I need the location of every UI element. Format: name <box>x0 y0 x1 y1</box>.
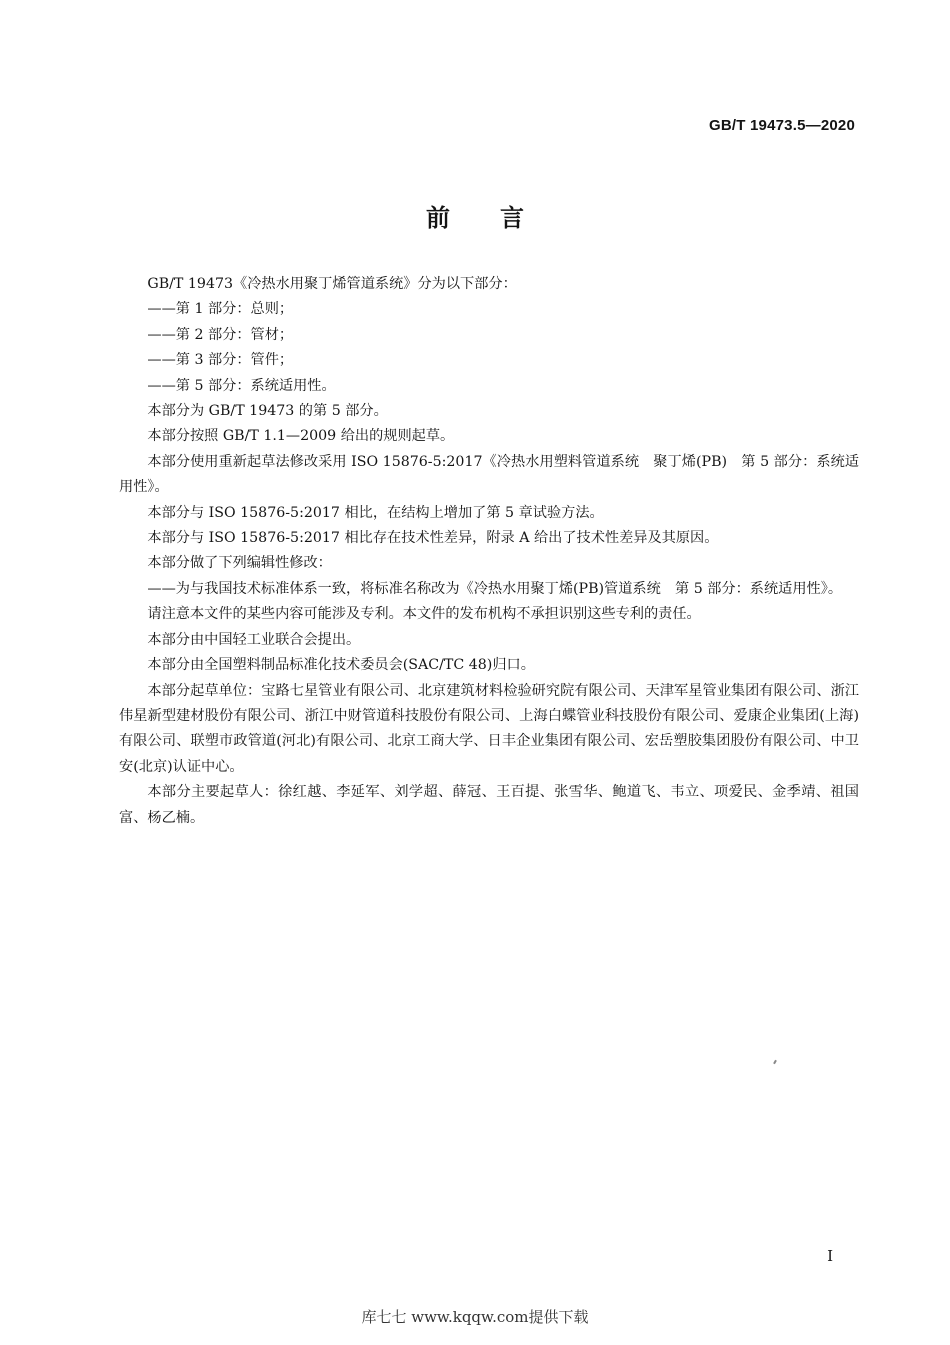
foreword-body <box>119 272 859 831</box>
paragraph-part-scope: 本部分为 GB/T 19473 的第 5 部分。 <box>147 403 388 420</box>
list-item-part-2: ——第 2 部分：管材； <box>147 326 294 343</box>
paragraph-series-intro: GB/T 19473《冷热水用聚丁烯管道系统》分为以下部分： <box>147 276 517 292</box>
paragraph-managed-by: 本部分由全国塑料制品标准化技术委员会(SAC/TC 48)归口。 <box>147 657 535 674</box>
paragraph-technical-difference: 本部分与 ISO 15876-5:2017 相比存在技术性差异，附录 A 给出了技术性差异及其原因。 <box>147 530 719 547</box>
paragraph-drafting-rules: 本部分按照 GB/T 1.1—2009 给出的规则起草。 <box>147 428 455 445</box>
paragraph-structure-difference: 本部分与 ISO 15876-5:2017 相比，在结构上增加了第 5 章试验方法。 <box>147 504 604 521</box>
list-item-part-1: ——第 1 部分：总则； <box>147 301 294 318</box>
paragraph-editorial-changes: 本部分做了下列编辑性修改： <box>147 555 332 572</box>
scan-speck <box>773 1060 777 1064</box>
paragraph-proposed-by: 本部分由中国轻工业联合会提出。 <box>147 631 361 648</box>
paragraph-iso-adoption: 本部分使用重新起草法修改采用 ISO 15876-5:2017《冷热水用塑料管道系统 聚丁烯(PB) 第 5 部分：系统适用性》。 <box>119 453 859 496</box>
list-item-name-change: ——为与我国技术标准体系一致，将标准名称改为《冷热水用聚丁烯(PB)管道系统 第 5 部分：系统适用性》。 <box>147 580 843 597</box>
page-title: 前言 <box>426 204 574 232</box>
paragraph-patent-notice: 请注意本文件的某些内容可能涉及专利。本文件的发布机构不承担识别这些专利的责任。 <box>147 606 701 623</box>
list-item-part-3: ——第 3 部分：管件； <box>147 352 294 369</box>
standard-code: GB/T 19473.5—2020 <box>709 117 855 134</box>
paragraph-drafting-units: 本部分起草单位：宝路七星管业有限公司、北京建筑材料检验研究院有限公司、天津军星管业集团有限公司、浙江伟星新型建材股份有限公司、浙江中财管道科技股份有限公司、上海白蝶管业科技股份有限公司、爱康企业集团(上海)有限公司、联塑市政管道(河北)有限公司、北京工商大学、日丰企业集团有限公司、宏岳塑胶集团股份有限公司、中卫安(北京)认证中心。 <box>119 682 859 775</box>
page-number: I <box>827 1247 833 1265</box>
footer-watermark: 库七七 www.kqqw.com提供下载 <box>361 1308 589 1326</box>
paragraph-main-drafters: 本部分主要起草人：徐红越、李延军、刘学超、薛冠、王百提、张雪华、鲍道飞、韦立、项爱民、金季靖、祖国富、杨乙楠。 <box>119 784 859 826</box>
list-item-part-5: ——第 5 部分：系统适用性。 <box>147 377 336 394</box>
